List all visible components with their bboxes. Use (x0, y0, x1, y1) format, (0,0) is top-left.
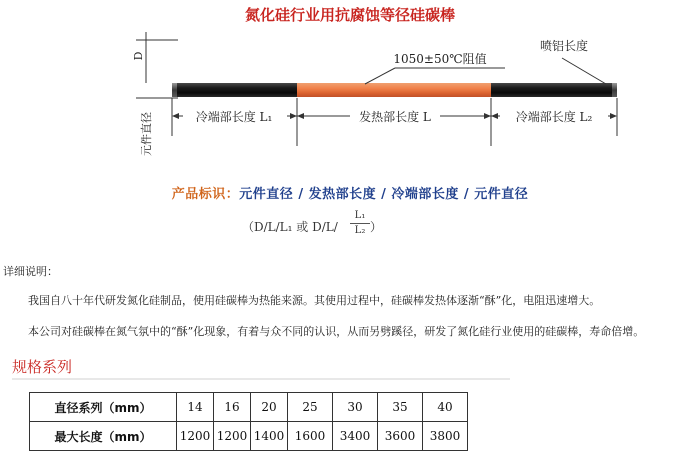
resistance-leader-diag (365, 68, 395, 84)
table-cell: 16 (214, 393, 251, 422)
resistance-label: 1050±50℃阻值 (393, 52, 487, 66)
hot-zone-label: 发热部长度 L (359, 110, 431, 124)
table-cell: 1600 (288, 422, 333, 451)
formula-fraction (350, 210, 370, 237)
formula-frac-top: L₁ (354, 210, 366, 221)
table-cell: 30 (333, 393, 378, 422)
table-cell: 3800 (423, 422, 468, 451)
table-cell: 1400 (251, 422, 288, 451)
table-cell: 3400 (333, 422, 378, 451)
spec-table (29, 392, 468, 451)
table-cell: 1200 (177, 422, 214, 451)
table-cell: 25 (288, 393, 333, 422)
d-label: D (132, 51, 145, 61)
table-cell: 3600 (378, 422, 423, 451)
rod (172, 83, 617, 97)
product-mark-body: 元件直径 / 发热部长度 / 冷端部长度 / 元件直径 (239, 187, 529, 202)
row-head-diameter: 直径系列（mm） (30, 393, 177, 422)
cold-end-right-label: 冷端部长度 L₂ (515, 110, 593, 124)
arrow-l2-left (491, 113, 498, 119)
formula-frac-bottom: L₂ (354, 225, 366, 236)
spec-divider (12, 378, 510, 380)
rod-cold-right (491, 83, 617, 97)
product-mark-prefix: 产品标识： (171, 187, 240, 202)
formula-main: （D/L/L₁ 或 D/L/ (242, 220, 338, 234)
arrow-l1-left (172, 113, 179, 119)
rod-hot-zone (297, 83, 491, 97)
rod-diagram (0, 28, 700, 163)
detail-heading: 详细说明： (3, 265, 58, 278)
rod-end-cap-right (612, 83, 617, 97)
element-diameter-label: 元件直径 (140, 112, 153, 156)
formula-frac-bar (350, 223, 370, 224)
row-head-max-length: 最大长度（mm） (30, 422, 177, 451)
table-cell: 20 (251, 393, 288, 422)
table-row (30, 393, 468, 422)
arrow-l-left (297, 113, 304, 119)
rod-end-cap-left (172, 83, 177, 97)
product-mark (0, 183, 700, 202)
detail-paragraph-1: 我国自八十年代研发氮化硅制品，使用硅碳棒为热能来源。其使用过程中，硅碳棒发热体逐渐“酥”化，电阻迅速增大。 (28, 294, 601, 307)
arrow-l2-right (610, 113, 617, 119)
table-cell: 35 (378, 393, 423, 422)
table-cell: 14 (177, 393, 214, 422)
arrow-l-right (484, 113, 491, 119)
rod-cold-left (172, 83, 297, 97)
table-cell: 1200 (214, 422, 251, 451)
page-title: 氮化硅行业用抗腐蚀等径硅碳棒 (244, 6, 455, 24)
cold-end-left-label: 冷端部长度 L₁ (195, 110, 273, 124)
formula-close: ） (370, 220, 383, 234)
detail-paragraph-2: 本公司对硅碳棒在氮气氛中的“酥”化现象，有着与众不同的认识，从而另劈蹊径，研发了氮化硅行业使用的硅碳棒，寿命倍增。 (28, 325, 645, 338)
spec-heading: 规格系列 (12, 358, 73, 376)
arrow-l1-right (290, 113, 297, 119)
table-row (30, 422, 468, 451)
spray-length-label: 喷铝长度 (539, 39, 589, 53)
spray-leader (562, 58, 606, 84)
table-cell: 40 (423, 393, 468, 422)
